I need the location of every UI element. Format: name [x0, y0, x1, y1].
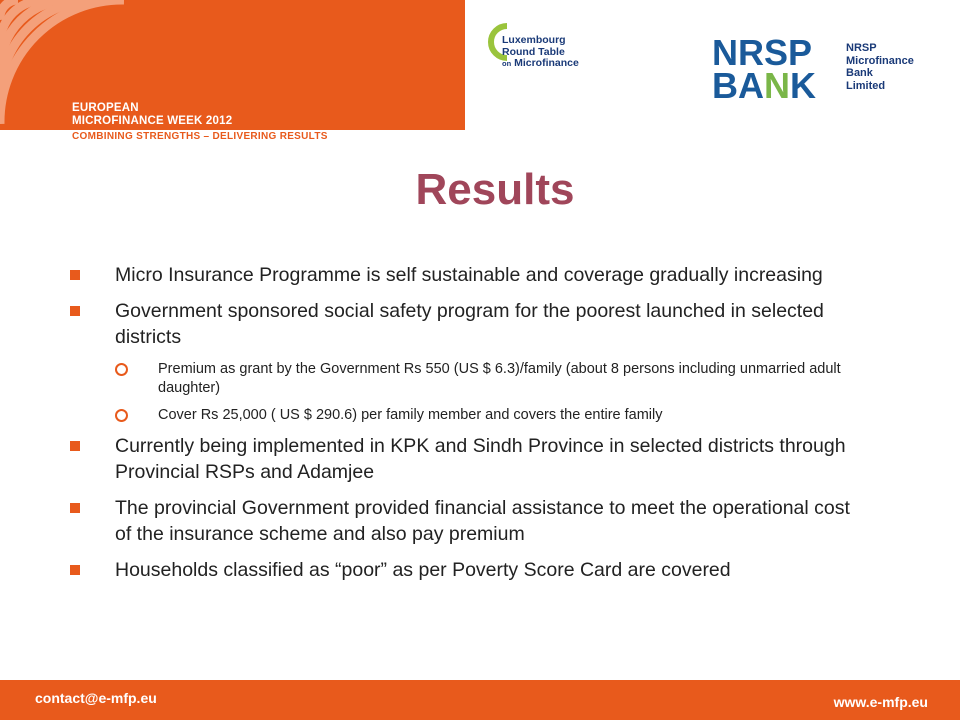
nrsp-mark-n: N: [764, 65, 790, 106]
square-bullet-icon: [70, 565, 80, 575]
square-bullet-icon: [70, 441, 80, 451]
website-link[interactable]: www.e-mfp.eu: [833, 694, 928, 710]
contact-email-link[interactable]: contact@e-mfp.eu: [35, 690, 157, 706]
square-bullet-icon: [70, 503, 80, 513]
sub-bullet-text: Premium as grant by the Government Rs 550 (US $ 6.3)/family (about 8 persons including unmarried adult daughter): [158, 361, 841, 396]
lrt-line2: Round Table: [502, 45, 565, 58]
header-banner: [0, 0, 465, 130]
nrsp-mark-bottom: [712, 65, 836, 106]
nrsp-mark-ba: BA: [712, 65, 764, 106]
nrsp-name-line3: Bank: [846, 67, 873, 79]
nrsp-name: [846, 42, 914, 92]
bullet-item: [70, 495, 860, 547]
footer-bar: [0, 680, 960, 720]
sub-bullet-item: [70, 406, 860, 425]
lrt-line1: Luxembourg: [502, 34, 566, 46]
bullet-text: Government sponsored social safety program for the poorest launched in selected districts: [115, 300, 824, 348]
nrsp-mark-top: NRSP: [712, 32, 813, 73]
sub-bullet-text: Cover Rs 25,000 ( US $ 290.6) per family member and covers the entire family: [158, 407, 663, 423]
nrsp-mark: [712, 32, 836, 106]
nrsp-mark-k: K: [790, 65, 816, 106]
bullet-item: [70, 298, 860, 350]
event-title: [72, 102, 232, 128]
nrsp-name-line4: Limited: [846, 79, 886, 92]
nrsp-name-line1: NRSP: [846, 42, 877, 54]
bullet-text: The provincial Government provided financial assistance to meet the operational cost of the insurance scheme and also pay premium: [115, 497, 850, 545]
event-title-line1: EUROPEAN: [72, 102, 139, 114]
nrsp-logo: [712, 32, 914, 110]
circle-bullet-icon: [115, 363, 128, 376]
bullet-text: Micro Insurance Programme is self sustainable and coverage gradually increasing: [115, 264, 823, 286]
bullet-list: [70, 262, 860, 593]
nrsp-name-line2: Microfinance: [846, 54, 914, 67]
sub-bullet-item: [70, 360, 860, 398]
bullet-text: Currently being implemented in KPK and Sindh Province in selected districts through Provincial RSPs and Adamjee: [115, 435, 846, 483]
lrt-logo: [477, 18, 587, 80]
lrt-microfinance: Microfinance: [514, 57, 579, 69]
lrt-line3: [502, 58, 579, 70]
square-bullet-icon: [70, 270, 80, 280]
event-title-line2: MICROFINANCE WEEK 2012: [72, 115, 233, 127]
bullet-text: Households classified as “poor” as per Poverty Score Card are covered: [115, 559, 731, 581]
square-bullet-icon: [70, 306, 80, 316]
slide-title: Results: [415, 165, 575, 214]
bullet-item: [70, 262, 860, 288]
lrt-on: on: [502, 59, 512, 68]
bullet-item: [70, 433, 860, 485]
tagline: COMBINING STRENGTHS – DELIVERING RESULTS: [72, 131, 328, 142]
bullet-item: [70, 557, 860, 583]
circle-bullet-icon: [115, 409, 128, 422]
